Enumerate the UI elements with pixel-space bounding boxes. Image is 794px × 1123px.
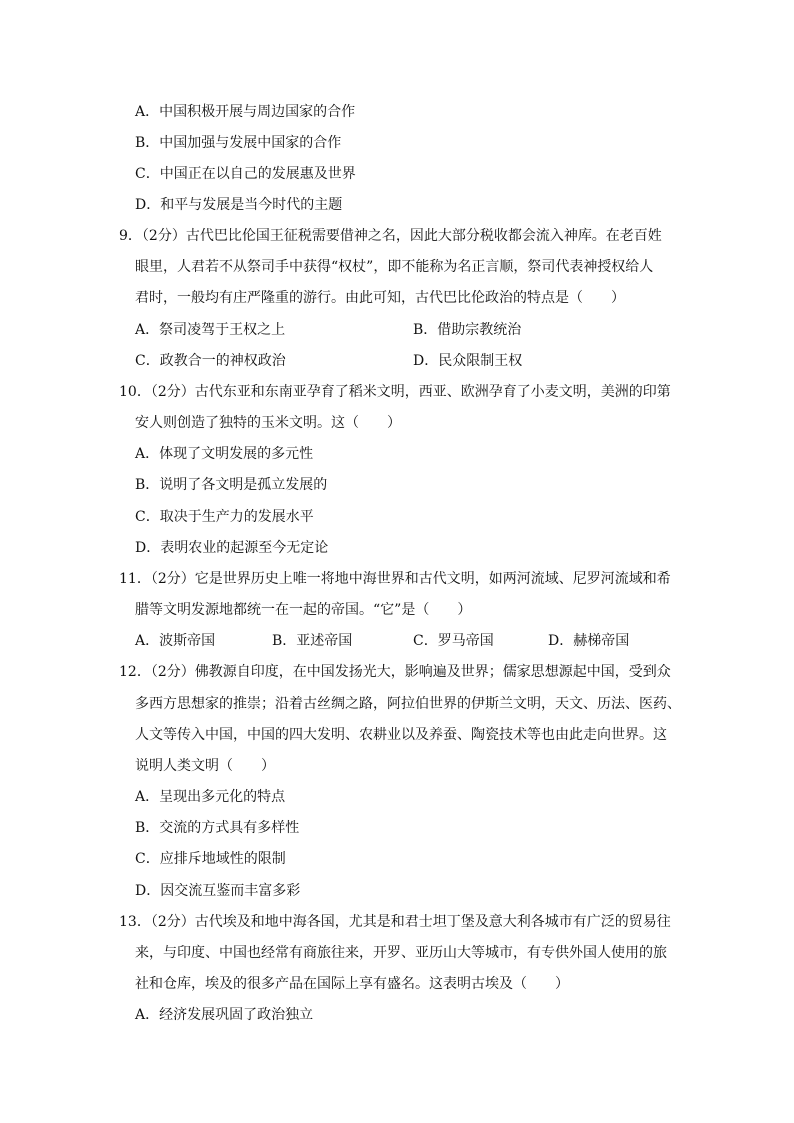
q12-option-d: D．因交流互鉴而丰富多彩 bbox=[135, 883, 301, 899]
q13-stem-line-3: 社和仓库，埃及的很多产品在国际上享有盛名。这表明古埃及（ ） bbox=[135, 976, 569, 992]
q10-option-a: A．体现了文明发展的多元性 bbox=[135, 446, 314, 462]
q13-option-a: A．经济发展巩固了政治独立 bbox=[135, 1007, 314, 1023]
q12-stem-line-4: 说明人类文明（ ） bbox=[135, 758, 275, 774]
q12-option-b: B．交流的方式具有多样性 bbox=[135, 820, 300, 836]
q9-option-b: B．借助宗教统治 bbox=[413, 322, 522, 338]
q11-option-d: D．赫梯帝国 bbox=[548, 633, 630, 649]
q9-option-d: D．民众限制王权 bbox=[413, 353, 523, 369]
q8-option-a: A．中国积极开展与周边国家的合作 bbox=[135, 104, 356, 120]
q10-option-d: D．表明农业的起源至今无定论 bbox=[135, 540, 329, 556]
q11-option-a: A．波斯帝国 bbox=[135, 633, 216, 649]
q13-stem-line-2: 来，与印度、中国也经常有商旅往来，开罗、亚历山大等城市，有专供外国人使用的旅 bbox=[135, 945, 667, 961]
q9-option-c: C．政教合一的神权政治 bbox=[135, 353, 286, 369]
q11-option-b: B．亚述帝国 bbox=[272, 633, 353, 649]
q10-option-c: C．取决于生产力的发展水平 bbox=[135, 509, 314, 525]
q12-stem-line-1: 12．（2分）佛教源自印度，在中国发扬光大，影响遍及世界；儒家思想源起中国，受到众 bbox=[119, 664, 671, 680]
q8-option-c: C．中国正在以自己的发展惠及世界 bbox=[135, 166, 356, 182]
q8-option-d: D．和平与发展是当今时代的主题 bbox=[135, 197, 343, 213]
q10-stem-line-1: 10．（2分）古代东亚和东南亚孕育了稻米文明，西亚、欧洲孕育了小麦文明，美洲的印第 bbox=[119, 384, 671, 400]
q9-option-a: A．祭司凌驾于王权之上 bbox=[135, 322, 286, 338]
q11-stem-line-2: 腊等文明发源地都统一在一起的帝国。“它”是（ ） bbox=[135, 602, 472, 618]
q11-option-c: C．罗马帝国 bbox=[413, 633, 494, 649]
q10-stem-line-2: 安人则创造了独特的玉米文明。这（ ） bbox=[135, 415, 401, 431]
q12-stem-line-3: 人文等传入中国，中国的四大发明、农耕业以及养蚕、陶瓷技术等也由此走向世界。这 bbox=[135, 727, 667, 743]
q13-stem-line-1: 13．（2分）古代埃及和地中海各国，尤其是和君士坦丁堡及意大利各城市有广泛的贸易往 bbox=[119, 914, 671, 930]
q11-stem-line-1: 11．（2分）它是世界历史上唯一将地中海世界和古代文明，如两河流域、尼罗河流域和希 bbox=[119, 571, 671, 587]
q12-option-c: C．应排斥地域性的限制 bbox=[135, 851, 286, 867]
q12-option-a: A．呈现出多元化的特点 bbox=[135, 789, 286, 805]
q9-stem-line-3: 君时，一般均有庄严隆重的游行。由此可知，古代巴比伦政治的特点是（ ） bbox=[135, 290, 625, 306]
q12-stem-line-2: 多西方思想家的推崇；沿着古丝绸之路，阿拉伯世界的伊斯兰文明，天文、历法、医药、 bbox=[135, 696, 681, 712]
q10-option-b: B．说明了各文明是孤立发展的 bbox=[135, 477, 328, 493]
q9-stem-line-1: 9．（2分）古代巴比伦国王征税需要借神之名，因此大部分税收都会流入神库。在老百姓 bbox=[119, 228, 662, 244]
q8-option-b: B．中国加强与发展中国家的合作 bbox=[135, 135, 342, 151]
q9-stem-line-2: 眼里，人君若不从祭司手中获得“权杖”，即不能称为名正言顺，祭司代表神授权给人 bbox=[135, 259, 654, 275]
